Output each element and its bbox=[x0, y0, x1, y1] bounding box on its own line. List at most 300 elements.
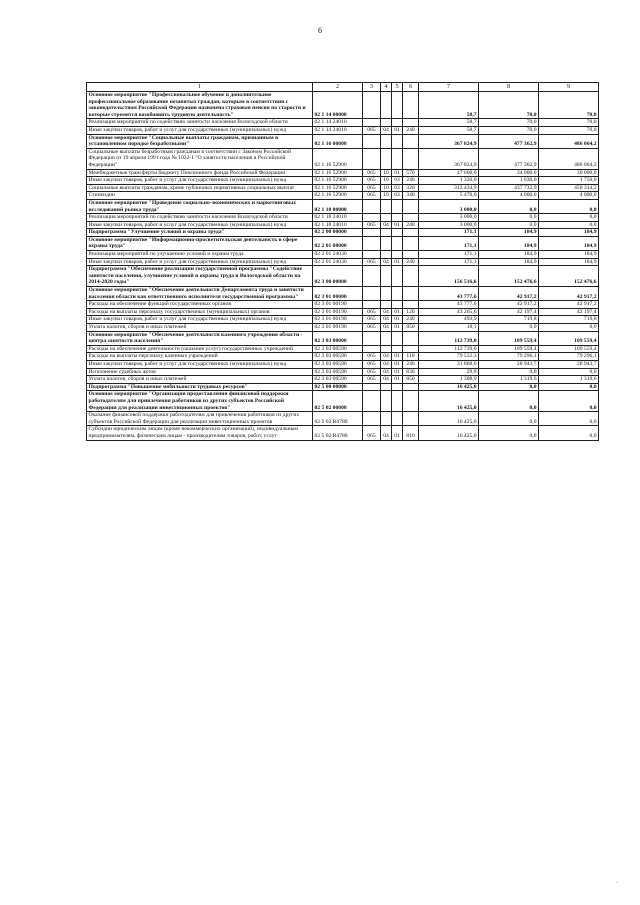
subsection-cell: 03 bbox=[392, 177, 403, 185]
amount-2020-cell: 0,0 bbox=[539, 214, 599, 222]
table-row bbox=[87, 214, 599, 222]
grbs-cell bbox=[363, 391, 381, 412]
subsection-cell bbox=[392, 383, 403, 391]
table-row bbox=[87, 353, 599, 361]
amount-2020-cell: 486 064,2 bbox=[539, 134, 599, 148]
expense-type-cell: 830 bbox=[403, 368, 419, 376]
expense-type-cell: 850 bbox=[403, 324, 419, 332]
description-cell: Реализация мероприятий по содействию занятости населения Вологодской области bbox=[87, 214, 313, 222]
grbs-cell bbox=[363, 383, 381, 391]
amount-2019-cell: 0,0 bbox=[479, 199, 539, 213]
amount-2020-cell: 4 000,0 bbox=[539, 192, 599, 200]
target-code-cell: 02 1 14 24010 bbox=[313, 119, 363, 127]
amount-2018-cell: 3 000,0 bbox=[419, 221, 479, 229]
expense-type-cell: 240 bbox=[403, 316, 419, 324]
subsection-cell: 03 bbox=[392, 192, 403, 200]
amount-2018-cell: 16 425,0 bbox=[419, 383, 479, 391]
description-cell: Основное мероприятие "Социальные выплаты гражданам, признанным в установленном порядке безработными" bbox=[87, 134, 313, 148]
target-code-cell: 02 1 16 52900 bbox=[313, 148, 363, 169]
amount-2020-cell: 0,0 bbox=[539, 368, 599, 376]
table-row bbox=[87, 134, 599, 148]
amount-2018-cell: 313 434,9 bbox=[419, 184, 479, 192]
amount-2019-cell: 477 362,9 bbox=[479, 134, 539, 148]
expense-type-cell bbox=[403, 331, 419, 345]
grbs-cell: 065 bbox=[363, 316, 381, 324]
description-cell: Подпрограмма "Повышение мобильности трудовых ресурсов" bbox=[87, 383, 313, 391]
amount-2018-cell: 31 868,0 bbox=[419, 360, 479, 368]
section-cell bbox=[381, 345, 392, 353]
grbs-cell bbox=[363, 251, 381, 259]
section-cell: 04 bbox=[381, 426, 392, 440]
section-cell: 10 bbox=[381, 192, 392, 200]
header-cell: 5 bbox=[392, 83, 403, 92]
amount-2018-cell: 43 777,6 bbox=[419, 287, 479, 301]
section-cell bbox=[381, 391, 392, 412]
amount-2020-cell: 184,9 bbox=[539, 229, 599, 237]
amount-2018-cell: 58,7 bbox=[419, 126, 479, 134]
table-row bbox=[87, 192, 599, 200]
target-code-cell: 02 1 14 00000 bbox=[313, 92, 363, 119]
description-cell: Иные закупки товаров, работ и услуг для государственных (муниципальных) нужд bbox=[87, 316, 313, 324]
grbs-cell: 065 bbox=[363, 368, 381, 376]
amount-2018-cell: 171,1 bbox=[419, 251, 479, 259]
table-row bbox=[87, 331, 599, 345]
amount-2018-cell: 18,1 bbox=[419, 324, 479, 332]
amount-2018-cell: 1 308,9 bbox=[419, 376, 479, 384]
section-cell bbox=[381, 214, 392, 222]
subsection-cell bbox=[392, 236, 403, 250]
amount-2020-cell: 28 943,7 bbox=[539, 360, 599, 368]
target-code-cell: 02 1 16 52900 bbox=[313, 169, 363, 177]
target-code-cell: 02 3 03 00590 bbox=[313, 368, 363, 376]
target-code-cell: 02 2 01 24030 bbox=[313, 251, 363, 259]
amount-2020-cell: 42 197,4 bbox=[539, 308, 599, 316]
subsection-cell: 01 bbox=[392, 258, 403, 266]
expense-type-cell: 240 bbox=[403, 221, 419, 229]
expense-type-cell: 120 bbox=[403, 308, 419, 316]
target-code-cell: 02 1 14 24010 bbox=[313, 126, 363, 134]
description-cell: Основное мероприятие "Обеспечение деятельности казенного учреждения области - центра занятости населения" bbox=[87, 331, 313, 345]
section-cell: 10 bbox=[381, 184, 392, 192]
description-cell: Исполнение судебных актов bbox=[87, 368, 313, 376]
target-code-cell: 02 2 01 00000 bbox=[313, 236, 363, 250]
expense-type-cell bbox=[403, 199, 419, 213]
amount-2019-cell: 42 917,2 bbox=[479, 287, 539, 301]
expense-type-cell: 240 bbox=[403, 126, 419, 134]
target-code-cell: 02 3 01 00190 bbox=[313, 301, 363, 309]
header-cell: 6 bbox=[403, 83, 419, 92]
description-cell: Иные закупки товаров, работ и услуг для государственных (муниципальных) нужд bbox=[87, 126, 313, 134]
section-cell bbox=[381, 301, 392, 309]
section-cell bbox=[381, 229, 392, 237]
section-cell: 04 bbox=[381, 376, 392, 384]
subsection-cell: 01 bbox=[392, 308, 403, 316]
amount-2018-cell: 58,7 bbox=[419, 119, 479, 127]
header-cell: 4 bbox=[381, 83, 392, 92]
description-cell: Расходы на выплаты персоналу казенных учреждений bbox=[87, 353, 313, 361]
target-code-cell: 02 1 16 52900 bbox=[313, 184, 363, 192]
target-code-cell: 02 5 02 00000 bbox=[313, 391, 363, 412]
description-cell: Подпрограмма "Обеспечение реализации государственной программы "Содействие занятости населения, улучшение условий и охраны труда в Вологодской области на 2014-2020 годы" bbox=[87, 266, 313, 287]
grbs-cell: 065 bbox=[363, 221, 381, 229]
expense-type-cell: 320 bbox=[403, 184, 419, 192]
table-row bbox=[87, 148, 599, 169]
subsection-cell bbox=[392, 391, 403, 412]
amount-2020-cell: 0,0 bbox=[539, 391, 599, 412]
amount-2020-cell: 70,0 bbox=[539, 126, 599, 134]
grbs-cell bbox=[363, 214, 381, 222]
grbs-cell bbox=[363, 345, 381, 353]
table-row bbox=[87, 426, 599, 440]
expense-type-cell bbox=[403, 229, 419, 237]
target-code-cell: 02 3 03 00590 bbox=[313, 376, 363, 384]
expense-type-cell: 110 bbox=[403, 353, 419, 361]
table-row bbox=[87, 126, 599, 134]
table-row bbox=[87, 345, 599, 353]
table-row bbox=[87, 391, 599, 412]
amount-2018-cell: 16 425,0 bbox=[419, 412, 479, 426]
grbs-cell bbox=[363, 331, 381, 345]
amount-2018-cell: 79 532,3 bbox=[419, 353, 479, 361]
amount-2018-cell: 5 470,0 bbox=[419, 192, 479, 200]
target-code-cell: 02 3 01 00190 bbox=[313, 324, 363, 332]
grbs-cell: 065 bbox=[363, 308, 381, 316]
grbs-cell bbox=[363, 301, 381, 309]
amount-2018-cell: 3 000,0 bbox=[419, 214, 479, 222]
grbs-cell bbox=[363, 92, 381, 119]
description-cell: Уплата налогов, сборов и иных платежей bbox=[87, 376, 313, 384]
section-cell bbox=[381, 412, 392, 426]
table-row bbox=[87, 251, 599, 259]
amount-2020-cell: 152 476,6 bbox=[539, 266, 599, 287]
section-cell bbox=[381, 287, 392, 301]
expense-type-cell bbox=[403, 119, 419, 127]
amount-2019-cell: 1 319,6 bbox=[479, 376, 539, 384]
expense-type-cell: 240 bbox=[403, 360, 419, 368]
amount-2019-cell: 0,0 bbox=[479, 324, 539, 332]
amount-2020-cell: 450 314,2 bbox=[539, 184, 599, 192]
section-cell: 04 bbox=[381, 368, 392, 376]
grbs-cell: 065 bbox=[363, 169, 381, 177]
subsection-cell: 01 bbox=[392, 368, 403, 376]
target-code-cell: 02 1 16 52900 bbox=[313, 192, 363, 200]
header-cell: 3 bbox=[363, 83, 381, 92]
section-cell bbox=[381, 199, 392, 213]
grbs-cell: 065 bbox=[363, 126, 381, 134]
amount-2019-cell: 0,0 bbox=[479, 214, 539, 222]
table-row bbox=[87, 199, 599, 213]
description-cell: Стипендии bbox=[87, 192, 313, 200]
amount-2018-cell: 171,1 bbox=[419, 236, 479, 250]
subsection-cell: 01 bbox=[392, 169, 403, 177]
amount-2019-cell: 184,9 bbox=[479, 229, 539, 237]
amount-2019-cell: 0,0 bbox=[479, 412, 539, 426]
target-code-cell: 02 1 18 00000 bbox=[313, 199, 363, 213]
subsection-cell: 01 bbox=[392, 126, 403, 134]
section-cell bbox=[381, 134, 392, 148]
amount-2019-cell: 42 197,4 bbox=[479, 308, 539, 316]
subsection-cell bbox=[392, 331, 403, 345]
subsection-cell: 01 bbox=[392, 324, 403, 332]
budget-table bbox=[86, 82, 599, 441]
expense-type-cell: 240 bbox=[403, 258, 419, 266]
subsection-cell bbox=[392, 229, 403, 237]
amount-2018-cell: 16 425,0 bbox=[419, 391, 479, 412]
amount-2020-cell: 42 917,2 bbox=[539, 301, 599, 309]
grbs-cell bbox=[363, 148, 381, 169]
amount-2018-cell: 29,8 bbox=[419, 368, 479, 376]
amount-2019-cell: 42 917,2 bbox=[479, 301, 539, 309]
expense-type-cell bbox=[403, 383, 419, 391]
grbs-cell: 065 bbox=[363, 360, 381, 368]
amount-2020-cell: 0,0 bbox=[539, 324, 599, 332]
description-cell: Основное мероприятие "Информационно-просветительская деятельность в сфере охраны труда" bbox=[87, 236, 313, 250]
expense-type-cell: 340 bbox=[403, 192, 419, 200]
page-number: 6 bbox=[318, 26, 322, 35]
target-code-cell: 02 1 16 00000 bbox=[313, 134, 363, 148]
grbs-cell bbox=[363, 119, 381, 127]
table-row bbox=[87, 92, 599, 119]
section-cell: 04 bbox=[381, 258, 392, 266]
section-cell: 10 bbox=[381, 169, 392, 177]
expense-type-cell bbox=[403, 412, 419, 426]
target-code-cell: 02 3 03 00590 bbox=[313, 360, 363, 368]
subsection-cell bbox=[392, 214, 403, 222]
amount-2020-cell: 0,0 bbox=[539, 221, 599, 229]
description-cell: Оказание финансовой поддержки работодателям для привлечения работников из других субъектов Российской Федерации для реализации инвестиционных проектов bbox=[87, 412, 313, 426]
expense-type-cell bbox=[403, 148, 419, 169]
amount-2020-cell: 1 750,0 bbox=[539, 177, 599, 185]
amount-2020-cell: 719,8 bbox=[539, 316, 599, 324]
grbs-cell: 065 bbox=[363, 177, 381, 185]
amount-2019-cell: 184,9 bbox=[479, 236, 539, 250]
table-row bbox=[87, 376, 599, 384]
amount-2020-cell: 0,0 bbox=[539, 426, 599, 440]
amount-2018-cell: 156 516,6 bbox=[419, 266, 479, 287]
grbs-cell: 065 bbox=[363, 376, 381, 384]
subsection-cell bbox=[392, 199, 403, 213]
amount-2019-cell: 477 362,9 bbox=[479, 148, 539, 169]
amount-2020-cell: 30 000,0 bbox=[539, 169, 599, 177]
description-cell: Основное мероприятие "Профессиональное обучение и дополнительное профессиональное образование незанятых граждан, которым в соответствии с законодательством Российской Федерации назначена страховая пенсия по старости и которые стремятся возобновить трудовую деятельность" bbox=[87, 92, 313, 119]
subsection-cell: 03 bbox=[392, 184, 403, 192]
expense-type-cell bbox=[403, 92, 419, 119]
target-code-cell: 02 2 00 00000 bbox=[313, 229, 363, 237]
description-cell: Подпрограмма "Улучшение условий и охраны труда" bbox=[87, 229, 313, 237]
section-cell: 04 bbox=[381, 221, 392, 229]
target-code-cell: 02 1 18 24010 bbox=[313, 221, 363, 229]
section-cell bbox=[381, 236, 392, 250]
description-cell: Уплата налогов, сборов и иных платежей bbox=[87, 324, 313, 332]
target-code-cell: 02 3 01 00190 bbox=[313, 316, 363, 324]
section-cell bbox=[381, 92, 392, 119]
section-cell: 04 bbox=[381, 353, 392, 361]
description-cell: Иные закупки товаров, работ и услуг для государственных (муниципальных) нужд bbox=[87, 258, 313, 266]
target-code-cell: 02 3 01 00000 bbox=[313, 287, 363, 301]
grbs-cell bbox=[363, 229, 381, 237]
expense-type-cell: 570 bbox=[403, 169, 419, 177]
expense-type-cell bbox=[403, 251, 419, 259]
table-row bbox=[87, 184, 599, 192]
header-row bbox=[87, 83, 599, 92]
target-code-cell: 02 2 01 24030 bbox=[313, 258, 363, 266]
amount-2019-cell: 79 296,1 bbox=[479, 353, 539, 361]
amount-2018-cell: 1 320,0 bbox=[419, 177, 479, 185]
amount-2018-cell: 112 739,0 bbox=[419, 345, 479, 353]
description-cell: Социальные выплаты безработным гражданам в соответствии с Законом Российской Федерации от 19 апреля 1991 года № 1032-1 "О занятости населения в Российской Федерации" bbox=[87, 148, 313, 169]
header-cell: 2 bbox=[313, 83, 363, 92]
amount-2018-cell: 16 425,0 bbox=[419, 426, 479, 440]
table-row bbox=[87, 316, 599, 324]
amount-2018-cell: 3 000,0 bbox=[419, 199, 479, 213]
subsection-cell bbox=[392, 92, 403, 119]
amount-2020-cell: 184,9 bbox=[539, 258, 599, 266]
subsection-cell: 01 bbox=[392, 360, 403, 368]
subsection-cell: 01 bbox=[392, 376, 403, 384]
table-row bbox=[87, 236, 599, 250]
amount-2018-cell: 367 824,9 bbox=[419, 148, 479, 169]
amount-2019-cell: 109 559,4 bbox=[479, 345, 539, 353]
header-cell: 9 bbox=[539, 83, 599, 92]
expense-type-cell bbox=[403, 391, 419, 412]
expense-type-cell: 240 bbox=[403, 177, 419, 185]
amount-2019-cell: 152 476,6 bbox=[479, 266, 539, 287]
amount-2020-cell: 0,0 bbox=[539, 199, 599, 213]
amount-2019-cell: 184,9 bbox=[479, 258, 539, 266]
table-row bbox=[87, 324, 599, 332]
target-code-cell: 02 5 00 00000 bbox=[313, 383, 363, 391]
table-row bbox=[87, 169, 599, 177]
description-cell: Реализация мероприятий по улучшению условий и охраны труда bbox=[87, 251, 313, 259]
amount-2019-cell: 70,0 bbox=[479, 92, 539, 119]
subsection-cell: 01 bbox=[392, 426, 403, 440]
edge-mark: · bbox=[616, 880, 618, 886]
table-row bbox=[87, 308, 599, 316]
description-cell: Расходы на обеспечение деятельности (оказание услуг) государственных учреждений bbox=[87, 345, 313, 353]
grbs-cell: 065 bbox=[363, 192, 381, 200]
expense-type-cell: 850 bbox=[403, 376, 419, 384]
amount-2018-cell: 58,7 bbox=[419, 92, 479, 119]
expense-type-cell bbox=[403, 134, 419, 148]
amount-2019-cell: 109 559,4 bbox=[479, 331, 539, 345]
section-cell bbox=[381, 266, 392, 287]
amount-2019-cell: 0,0 bbox=[479, 426, 539, 440]
grbs-cell bbox=[363, 199, 381, 213]
section-cell: 04 bbox=[381, 308, 392, 316]
description-cell: Иные закупки товаров, работ и услуг для государственных (муниципальных) нужд bbox=[87, 221, 313, 229]
amount-2018-cell: 171,1 bbox=[419, 258, 479, 266]
subsection-cell bbox=[392, 134, 403, 148]
section-cell: 04 bbox=[381, 360, 392, 368]
target-code-cell: 02 3 00 00000 bbox=[313, 266, 363, 287]
subsection-cell bbox=[392, 251, 403, 259]
grbs-cell: 065 bbox=[363, 353, 381, 361]
section-cell: 04 bbox=[381, 126, 392, 134]
grbs-cell bbox=[363, 287, 381, 301]
description-cell: Основное мероприятие "Проведение социально-экономических и маркетинговых исследований рынка труда" bbox=[87, 199, 313, 213]
section-cell bbox=[381, 331, 392, 345]
target-code-cell: 02 5 02 R4780 bbox=[313, 426, 363, 440]
target-code-cell: 02 3 01 00190 bbox=[313, 308, 363, 316]
expense-type-cell: 810 bbox=[403, 426, 419, 440]
table-row bbox=[87, 383, 599, 391]
amount-2020-cell: 184,9 bbox=[539, 251, 599, 259]
amount-2020-cell: 70,0 bbox=[539, 119, 599, 127]
description-cell: Иные закупки товаров, работ и услуг для государственных (муниципальных) нужд bbox=[87, 360, 313, 368]
header-cell: 1 bbox=[87, 83, 313, 92]
amount-2020-cell: 1 319,6 bbox=[539, 376, 599, 384]
amount-2018-cell: 367 824,9 bbox=[419, 134, 479, 148]
grbs-cell bbox=[363, 134, 381, 148]
amount-2020-cell: 42 917,2 bbox=[539, 287, 599, 301]
table-row bbox=[87, 360, 599, 368]
amount-2020-cell: 0,0 bbox=[539, 383, 599, 391]
amount-2020-cell: 109 559,4 bbox=[539, 345, 599, 353]
amount-2020-cell: 109 559,4 bbox=[539, 331, 599, 345]
table-row bbox=[87, 266, 599, 287]
header-cell: 8 bbox=[479, 83, 539, 92]
subsection-cell bbox=[392, 301, 403, 309]
amount-2019-cell: 4 000,0 bbox=[479, 192, 539, 200]
grbs-cell: 065 bbox=[363, 258, 381, 266]
description-cell: Субсидии юридическим лицам (кроме некоммерческих организаций), индивидуальным предпринимателям, физическим лицам - производителям товаров, работ, услуг bbox=[87, 426, 313, 440]
section-cell: 10 bbox=[381, 177, 392, 185]
grbs-cell bbox=[363, 412, 381, 426]
section-cell: 04 bbox=[381, 316, 392, 324]
section-cell bbox=[381, 383, 392, 391]
table-row bbox=[87, 177, 599, 185]
subsection-cell bbox=[392, 412, 403, 426]
description-cell: Иные закупки товаров, работ и услуг для государственных (муниципальных) нужд bbox=[87, 177, 313, 185]
grbs-cell: 065 bbox=[363, 324, 381, 332]
grbs-cell bbox=[363, 266, 381, 287]
description-cell: Расходы на обеспечение функций государственных органов bbox=[87, 301, 313, 309]
subsection-cell bbox=[392, 266, 403, 287]
section-cell: 04 bbox=[381, 324, 392, 332]
table-row bbox=[87, 287, 599, 301]
section-cell bbox=[381, 119, 392, 127]
amount-2019-cell: 70,0 bbox=[479, 126, 539, 134]
expense-type-cell bbox=[403, 345, 419, 353]
amount-2020-cell: 486 064,2 bbox=[539, 148, 599, 169]
table-row bbox=[87, 221, 599, 229]
table-row bbox=[87, 119, 599, 127]
table-row bbox=[87, 301, 599, 309]
amount-2019-cell: 0,0 bbox=[479, 221, 539, 229]
amount-2018-cell: 171,1 bbox=[419, 229, 479, 237]
table-row bbox=[87, 412, 599, 426]
subsection-cell bbox=[392, 287, 403, 301]
section-cell bbox=[381, 148, 392, 169]
target-code-cell: 02 3 03 00000 bbox=[313, 331, 363, 345]
table-row bbox=[87, 258, 599, 266]
expense-type-cell bbox=[403, 287, 419, 301]
subsection-cell: 01 bbox=[392, 353, 403, 361]
target-code-cell: 02 1 18 24010 bbox=[313, 214, 363, 222]
expense-type-cell bbox=[403, 236, 419, 250]
expense-type-cell bbox=[403, 214, 419, 222]
table-row bbox=[87, 368, 599, 376]
amount-2018-cell: 43 777,6 bbox=[419, 301, 479, 309]
description-cell: Расходы на выплаты персоналу государственных (муниципальных) органов bbox=[87, 308, 313, 316]
subsection-cell: 01 bbox=[392, 221, 403, 229]
amount-2019-cell: 184,9 bbox=[479, 251, 539, 259]
amount-2019-cell: 0,0 bbox=[479, 383, 539, 391]
target-code-cell: 02 1 16 52900 bbox=[313, 177, 363, 185]
amount-2019-cell: 0,0 bbox=[479, 368, 539, 376]
subsection-cell bbox=[392, 345, 403, 353]
subsection-cell: 01 bbox=[392, 316, 403, 324]
